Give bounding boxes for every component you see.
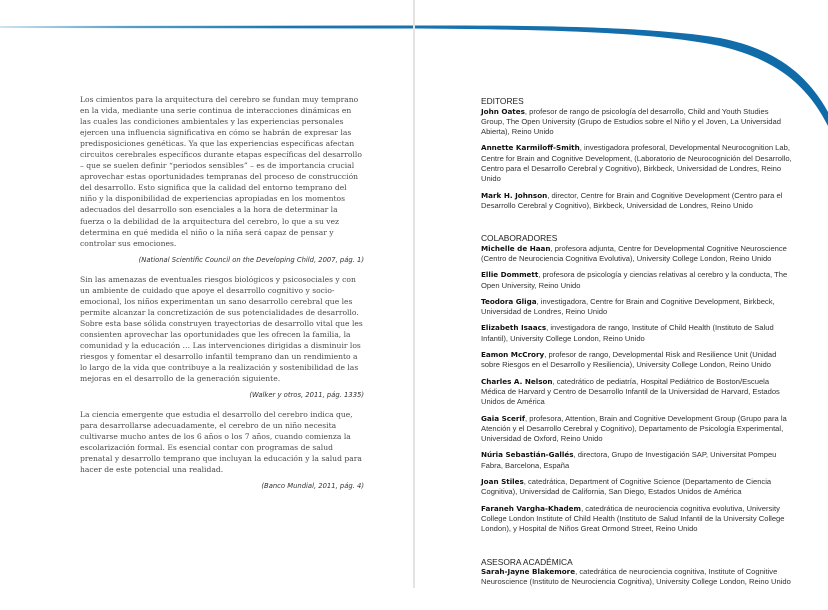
person-name: Faraneh Vargha-Khadem [481,503,582,513]
person-name: Elizabeth Isaacs [481,323,547,333]
credit-entry [481,377,793,408]
credit-entry [481,323,793,344]
credit-entry [481,567,793,588]
person-description: , catedrática de neurociencia cognitiva evolutiva, University College London Institute of Child Health (Instituto de Salud Infantil de la University College London), y Hospital de Niños Great Ormond Street, Reino Unido [481,503,785,534]
person-description: , investigadora de rango, Institute of Child Health (Instituto de Salud Infantil), University College London, Reino Unido [481,323,774,343]
section-title: ASESORA ACADÉMICA [481,556,573,567]
quote-citation: (National Scientific Council on the Developing Child, 2007, pág. 1) [138,255,364,264]
person-description: , catedrática de neurociencia cognitiva, Institute of Cognitive Neuroscience (Instituto de Neurociencia Cognitiva), University College London, Reino Unido [481,567,791,587]
section-title: EDITORES [481,96,524,106]
person-name: Núria Sebastián-Gallés [481,450,574,460]
credit-entry [481,270,793,291]
person-description: , directora, Grupo de Investigación SAP, Universitat Pompeu Fabra, Barcelona, España [481,450,777,470]
person-name: Ellie Dommett [481,270,539,280]
person-description: , investigadora, Centre for Brain and Cognitive Development, Birkbeck, Universidad de Londres, Reino Unido [481,296,775,317]
person-name: Michelle de Haan [481,243,551,253]
credit-entry [481,297,793,318]
person-description: , profesor de rango de psicología del desarrollo, Child and Youth Studies Group, The Open University (Grupo de Estudios sobre el Niño y el Joven, La Universidad Abierta), Reino Unido [481,106,781,137]
person-name: Annette Karmiloff-Smith [481,143,580,153]
credit-entry [481,350,793,371]
credit-entry [481,450,793,471]
person-description: , catedrática, Department of Cognitive Science (Departamento de Ciencia Cognitiva), Universidad de California, San Diego, Estados Unidos de América [481,477,772,497]
credits-section [481,557,793,588]
person-description: , profesora, Attention, Brain and Cognitive Development Group (Grupo para la Atención y el Desarrollo Cerebral y Cognitivo), Departamento de Psicología Experimental, Universidad de Oxford, Reino Unido [481,413,787,444]
person-name: Eamon McCrory [481,350,545,360]
person-name: John Oates [481,106,525,116]
person-description: , investigadora profesoral, Developmental Neurocognition Lab, Centre for Brain and Cognitive Development, (Laboratorio de Neurocognición del Desarrollo, Centro para el Desarrollo Cerebral y Cognitivo), Birkbeck, Universidad de Londres, Reino Unido [481,143,792,184]
quote-citation: (Banco Mundial, 2011, pág. 4) [261,482,364,491]
person-name: Gaia Scerif [481,413,526,423]
credit-entry [481,107,793,138]
person-description: , profesora de psicología y ciencias relativas al cerebro y la conducta, The Open University, Reino Unido [481,270,788,290]
person-name: Sarah-Jayne Blakemore [481,567,576,576]
credits-section [481,96,793,211]
person-description: , catedrático de pediatría, Hospital Pediátrico de Boston/Escuela Médica de Harvard y Centro de Desarrollo Infantil de la Universidad de Harvard, Estados Unidos de América [481,376,780,407]
person-description: , director, Centre for Brain and Cognitive Development (Centro para el Desarrollo Cerebral y Cognitivo), Birkbeck, Universidad de Londres, Reino Unido [481,190,783,210]
section-title: COLABORADORES [481,233,558,244]
credit-entry [481,244,793,265]
quote-text: La ciencia emergente que estudia el desarrollo del cerebro indica que, para desarrollarse adecuadamente, el cerebro de un niño necesita cultivarse mucho antes de los 6 años o los 7 años, cuando comienza la escolarización formal. Es esencial contar con programas de salud prenatal y desarrollo temprano que incluyan la educación y la salud para hacer de este potencial una realidad. [80,410,362,475]
right-page-credits [481,96,793,610]
credits-section [481,233,793,534]
left-page-quotes [80,94,364,500]
credit-entry [481,191,793,212]
person-name: Teodora Gliga [481,296,537,306]
person-name: Joan Stiles [481,477,524,487]
quote-citation: (Walker y otros, 2011, pág. 1335) [249,391,364,400]
credit-entry [481,477,793,498]
person-name: Charles A. Nelson [481,376,553,386]
quote-text: Sin las amenazas de eventuales riesgos biológicos y psicosociales y con un ambiente de cuidado que apoye el desarrollo cognitivo y socio-emocional, los niños experimentan un sano desarrollo cerebral que les permite alcanzar la concretización de sus potencialidades de desarrollo. Sobre esta base sólida construyen trayectorias de desarrollo vital que les consienten aprovechar las oportunidades que les ofrecen la familia, la comunidad y la educación … Las intervenciones dirigidas a disminuir los riesgos y fomentar el desarrollo infantil temprano dan un rendimiento a lo largo de la vida que contribuye a la realización y sostenibilidad de las mejoras en el desarrollo de la generación siguiente. [80,274,363,384]
page-divider [413,0,415,588]
credit-entry [481,143,793,184]
credit-entry [481,414,793,445]
person-description: , profesor de rango, Developmental Risk and Resilience Unit (Unidad sobre Riesgos en el Desarrollo y Resiliencia), University College London, Reino Unido [481,350,777,370]
quote-text: Los cimientos para la arquitectura del cerebro se fundan muy temprano en la vida, mediante una serie continua de interacciones dinámicas en las cuales las condiciones ambientales y las experiencias personales ejercen una influencia significativa en cómo se habrán de expresar las predisposiciones genéticas. Ya que las experiencias específicas afectan circuitos cerebrales específicos durante etapas específicas del desarrollo – que se suelen definir “periodos sensibles” – es de importancia crucial aprovechar estas oportunidades tempranas del proceso de construcción del desarrollo. Esto significa que la calidad del entorno temprano del niño y la disponibilidad de experiencias apropiadas en los momentos adecuados del desarrollo son esenciales a la hora de determinar la fuerza o la debilidad de la arquitectura del cerebro, lo que a su vez determina en qué medida el niño o la niña será capaz de pensar y controlar sus emociones. [80,95,362,248]
person-name: Mark H. Johnson [481,190,548,200]
person-description: , profesora adjunta, Centre for Developmental Cognitive Neuroscience (Centro de Neurociencia Cognitiva Evolutiva), University College London, Reino Unido [481,243,787,263]
credit-entry [481,504,793,535]
